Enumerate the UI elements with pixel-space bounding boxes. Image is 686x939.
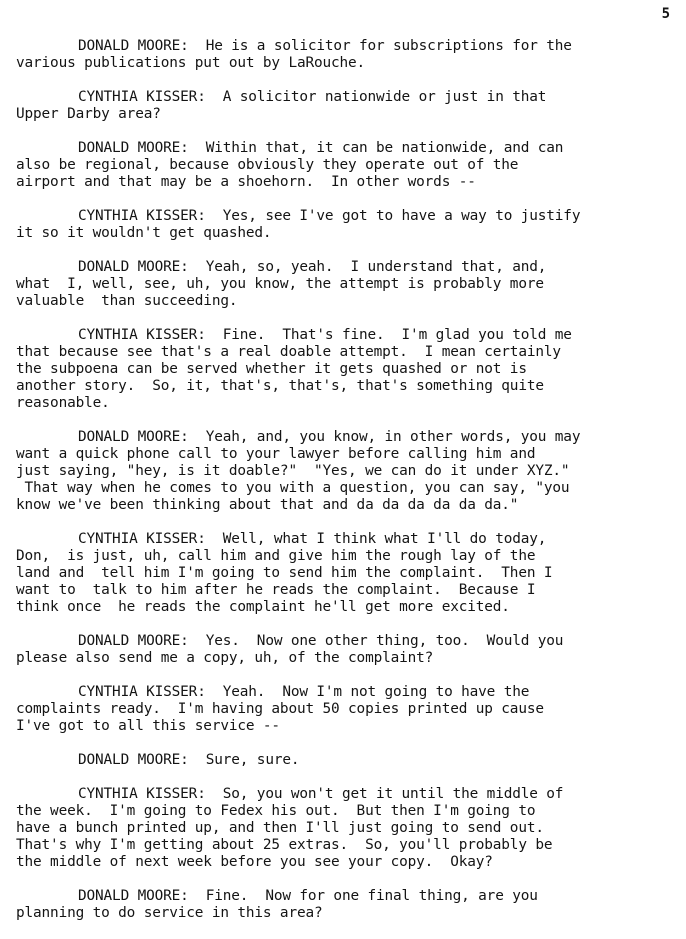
paragraph-text: Fine. Now for one final thing, are you planning to do service in this area? [16, 888, 538, 921]
speaker-label: CYNTHIA KISSER: [78, 531, 206, 547]
transcript-paragraph [16, 752, 678, 769]
paragraph-text: He is a solicitor for subscriptions for the various publications put out by LaRouche. [16, 38, 572, 71]
paragraph-text: Yeah. Now I'm not going to have the complaints ready. I'm having about 50 copies printed up cause I've got to all this service -- [16, 684, 544, 734]
transcript-paragraph [16, 684, 678, 735]
speaker-label: DONALD MOORE: [78, 888, 189, 904]
transcript-body [16, 38, 678, 939]
transcript-paragraph [16, 259, 678, 310]
transcript-paragraph [16, 38, 678, 72]
paragraph-text: Yes. Now one other thing, too. Would you please also send me a copy, uh, of the complaint? [16, 633, 564, 666]
speaker-label: DONALD MOORE: [78, 259, 189, 275]
speaker-label: DONALD MOORE: [78, 429, 189, 445]
transcript-paragraph [16, 89, 678, 123]
paragraph-text: Well, what I think what I'll do today, Don, is just, uh, call him and give him the rough lay of the land and tell him I'm going to send him the complaint. Then I want to talk to him after he reads the complaint. Because I think once he reads the complaint he'll get more excited. [16, 531, 553, 615]
transcript-paragraph [16, 429, 678, 514]
paragraph-text: Yes, see I've got to have a way to justify it so it wouldn't get quashed. [16, 208, 581, 241]
speaker-label: DONALD MOORE: [78, 38, 189, 54]
speaker-label: CYNTHIA KISSER: [78, 327, 206, 343]
speaker-label: DONALD MOORE: [78, 140, 189, 156]
paragraph-text: Within that, it can be nationwide, and can also be regional, because obviously they operate out of the airport and that may be a shoehorn. In other words -- [16, 140, 564, 190]
speaker-label: CYNTHIA KISSER: [78, 684, 206, 700]
paragraph-text: Yeah, and, you know, in other words, you may want a quick phone call to your lawyer before calling him and just saying, "hey, is it doable?" "Yes, we can do it under XYZ." That way when he comes to you with a question, you can say, "you know we've been thinking about that and da da da da da da." [16, 429, 581, 513]
transcript-paragraph [16, 888, 678, 922]
transcript-paragraph [16, 786, 678, 871]
transcript-paragraph [16, 327, 678, 412]
paragraph-text: So, you won't get it until the middle of the week. I'm going to Fedex his out. But then I'm going to have a bunch printed up, and then I'll just going to send out. That's why I'm getting about 25 extras. So, you'll probably be the middle of next week before you see your copy. Okay? [16, 786, 564, 870]
transcript-paragraph [16, 531, 678, 616]
page-number: 5 [661, 6, 670, 22]
speaker-label: DONALD MOORE: [78, 752, 189, 768]
transcript-paragraph [16, 208, 678, 242]
paragraph-text: A solicitor nationwide or just in that Upper Darby area? [16, 89, 547, 122]
speaker-label: CYNTHIA KISSER: [78, 208, 206, 224]
transcript-paragraph [16, 140, 678, 191]
transcript-paragraph [16, 633, 678, 667]
speaker-label: DONALD MOORE: [78, 633, 189, 649]
paragraph-text: Fine. That's fine. I'm glad you told me that because see that's a real doable attempt. I mean certainly the subpoena can be served whether it gets quashed or not is another story. So, it, that's, that's, that's something quite reasonable. [16, 327, 572, 411]
paragraph-text: Sure, sure. [188, 752, 300, 768]
paragraph-text: Yeah, so, yeah. I understand that, and, what I, well, see, uh, you know, the attempt is probably more valuable than succeeding. [16, 259, 547, 309]
speaker-label: CYNTHIA KISSER: [78, 786, 206, 802]
speaker-label: CYNTHIA KISSER: [78, 89, 206, 105]
